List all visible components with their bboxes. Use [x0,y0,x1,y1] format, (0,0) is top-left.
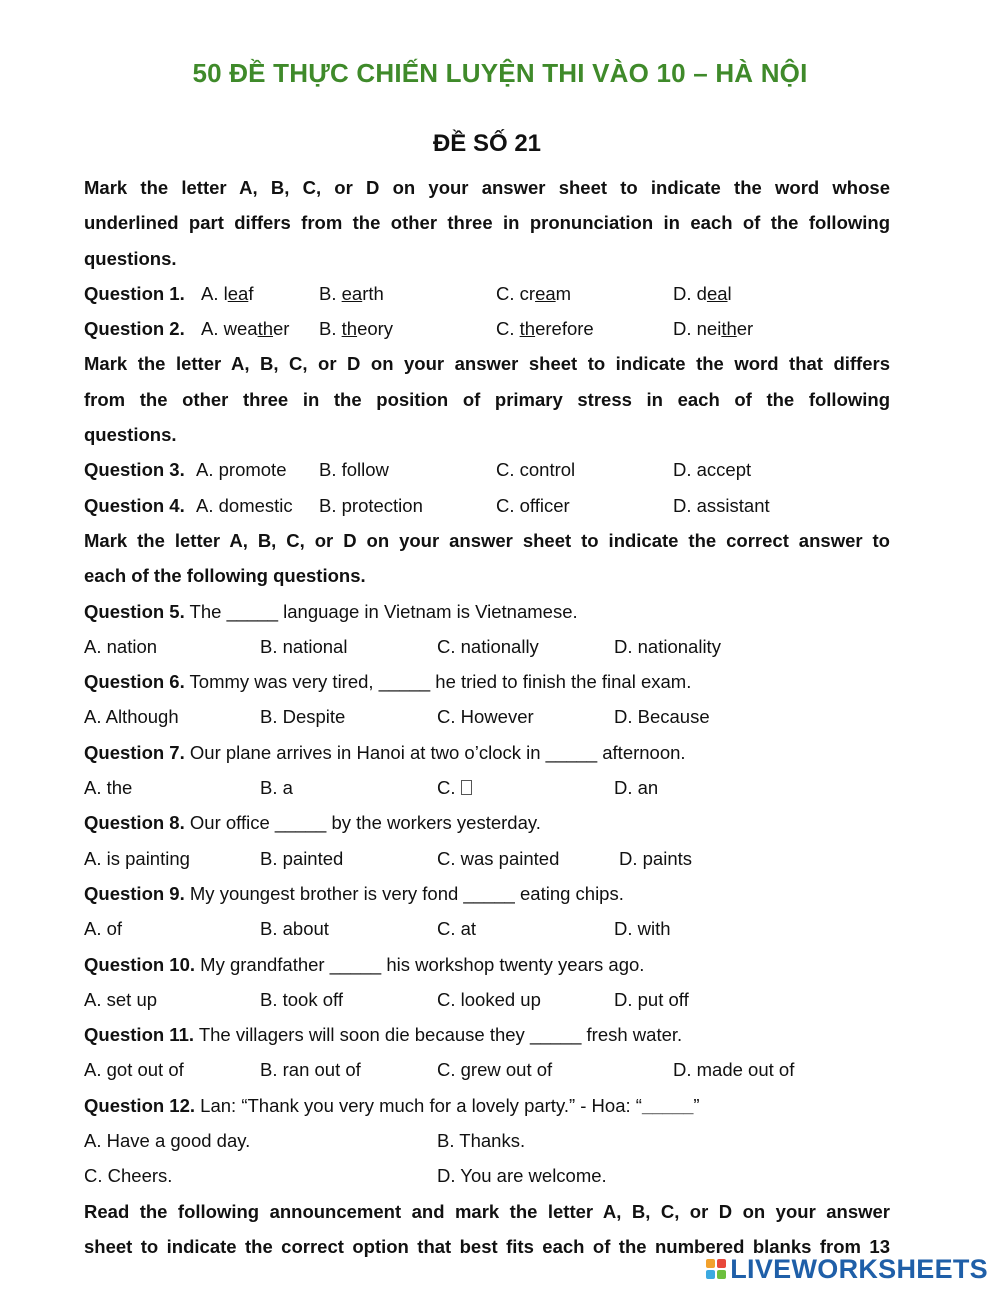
option-c[interactable]: C. control [496,459,576,481]
option-a[interactable]: A. domestic [196,494,293,516]
option-a[interactable]: A. set up [84,988,158,1010]
liveworksheets-watermark [706,1254,988,1284]
option-d[interactable]: D. assistant [673,494,770,516]
question-12-options-row-2 [84,1158,890,1193]
question-11-options [84,1052,890,1087]
exam-number-title: ĐỀ SỐ 21 [432,130,542,157]
option-d[interactable]: D. accept [673,459,752,481]
question-label: Question 6. [84,671,185,693]
question-label: Question 5. [84,600,185,622]
option-d[interactable]: D. with [614,918,671,940]
option-a[interactable]: A. nation [84,635,158,657]
option-b[interactable]: B. painted [260,847,344,869]
question-label: Question 7. [84,741,185,763]
question-label: Question 4. [84,494,185,516]
question-10-options [84,982,890,1017]
instruction-grammar-line-1: Mark the letter A, B, C, or D on your answer sheet to indicate the correct answer to [84,529,890,551]
option-b[interactable]: B. took off [260,988,343,1010]
liveworksheets-logo-icon [706,1259,726,1279]
option-b[interactable]: B. theory [319,318,394,340]
option-d[interactable]: D. nationality [614,635,721,657]
option-a[interactable]: A. Have a good day. [84,1130,251,1152]
underlined-part: ea [706,282,728,304]
question-8-options [84,841,890,876]
option-d[interactable]: D. deal [673,282,732,304]
question-12 [84,1088,890,1123]
underlined-part: th [257,318,273,340]
option-a[interactable]: A. promote [196,459,287,481]
question-label: Question 2. [84,318,185,340]
missing-glyph-box-icon [461,780,472,795]
question-label: Question 12. [84,1094,196,1116]
option-a[interactable]: A. got out of [84,1059,184,1081]
exam-content [84,170,890,1264]
question-10 [84,947,890,982]
option-b[interactable]: B. protection [319,494,423,516]
option-a[interactable]: A. weather [201,318,290,340]
option-b[interactable]: B. a [260,777,293,799]
underlined-part: ea [535,282,556,304]
question-label: Question 9. [84,882,185,904]
option-d[interactable]: D. put off [614,988,689,1010]
option-b[interactable]: B. earth [319,282,384,304]
option-a[interactable]: A. the [84,777,133,799]
question-text: Our plane arrives in Hanoi at two o’clock in _____ afternoon. [184,741,686,763]
question-6-options [84,699,890,734]
question-1 [84,276,890,311]
question-2 [84,311,890,346]
option-a[interactable]: A. Although [84,706,179,728]
question-label: Question 8. [84,812,185,834]
option-c[interactable]: C. [437,770,472,805]
question-text: Our office _____ by the workers yesterday. [184,812,541,834]
question-11 [84,1017,890,1052]
instruction-reading-line-1: Read the following announcement and mark the letter A, B, C, or D on your answer [84,1200,890,1222]
underlined-part: ea [227,282,249,304]
question-7 [84,735,890,770]
instruction-pronunciation-line-1: Mark the letter A, B, C, or D on your answer sheet to indicate the word whose [84,177,890,198]
option-c[interactable]: C. grew out of [437,1059,553,1081]
option-c[interactable]: C. Cheers. [84,1165,173,1187]
watermark-text: LIVEWORKSHEETS [730,1253,988,1284]
question-text: My youngest brother is very fond _____ eating chips. [184,882,624,904]
question-text: Tommy was very tired, _____ he tried to finish the final exam. [184,671,692,693]
question-7-options [84,770,890,805]
instruction-stress-line-3: questions. [84,424,177,446]
instruction-stress-line-2: from the other three in the position of primary stress in each of the following [84,388,890,410]
question-5-options [84,629,890,664]
question-12-options-row-1 [84,1123,890,1158]
instruction-stress-line-1: Mark the letter A, B, C, or D on your answer sheet to indicate the word that differs [84,353,890,375]
option-d[interactable]: D. paints [619,847,693,869]
question-6 [84,664,890,699]
option-c[interactable]: C. at [437,918,477,940]
option-d[interactable]: D. made out of [673,1059,795,1081]
option-c[interactable]: C. was painted [437,847,560,869]
question-text: Lan: “Thank you very much for a lovely party.” - Hoa: “ [195,1094,642,1116]
option-b[interactable]: B. ran out of [260,1059,361,1081]
option-b[interactable]: B. about [260,918,329,940]
option-d[interactable]: D. You are welcome. [437,1165,607,1187]
instruction-pronunciation-line-3: questions. [84,247,177,269]
instruction-reading-line-2: sheet to indicate the correct option that best fits each of the numbered blanks from 13 [84,1235,890,1257]
option-d[interactable]: D. Because [614,706,710,728]
option-c[interactable]: C. officer [496,494,570,516]
option-c[interactable]: C. looked up [437,988,541,1010]
instruction-pronunciation-line-2: underlined part differs from the other three in pronunciation in each of the following [84,212,890,234]
underlined-part: th [341,318,358,340]
question-4 [84,488,890,523]
option-c[interactable]: C. nationally [437,635,539,657]
option-b[interactable]: B. Thanks. [437,1130,526,1152]
option-a[interactable]: A. leaf [201,282,254,304]
instruction-grammar-line-2: each of the following questions. [84,565,366,587]
document-title: 50 ĐỀ THỰC CHIẾN LUYỆN THI VÀO 10 – HÀ NỘI [192,58,808,88]
option-c[interactable]: C. However [437,706,534,728]
underlined-part: th [721,318,737,340]
option-a[interactable]: A. is painting [84,847,190,869]
option-a[interactable]: A. of [84,918,123,940]
question-9 [84,876,890,911]
question-9-options [84,911,890,946]
option-d[interactable]: D. an [614,777,659,799]
underlined-part: th [519,318,536,340]
question-text: The _____ language in Vietnam is Vietnamese. [184,600,578,622]
question-label: Question 3. [84,459,185,481]
question-label: Question 10. [84,953,196,975]
question-8 [84,805,890,840]
option-d[interactable]: D. neither [673,318,754,340]
question-text: The villagers will soon die because they _____ fresh water. [194,1024,683,1046]
answer-blank: _____ [641,1094,694,1116]
option-b[interactable]: B. follow [319,459,389,481]
question-5 [84,594,890,629]
option-c[interactable]: C. cream [496,282,572,304]
question-label: Question 11. [84,1024,195,1046]
question-text: My grandfather _____ his workshop twenty years ago. [195,953,645,975]
option-c[interactable]: C. therefore [496,318,594,340]
question-label: Question 1. [84,282,185,304]
closing-quote: ” [693,1094,700,1116]
question-3 [84,452,890,487]
underlined-part: ea [341,282,363,304]
option-b[interactable]: B. national [260,635,348,657]
option-b[interactable]: B. Despite [260,706,346,728]
